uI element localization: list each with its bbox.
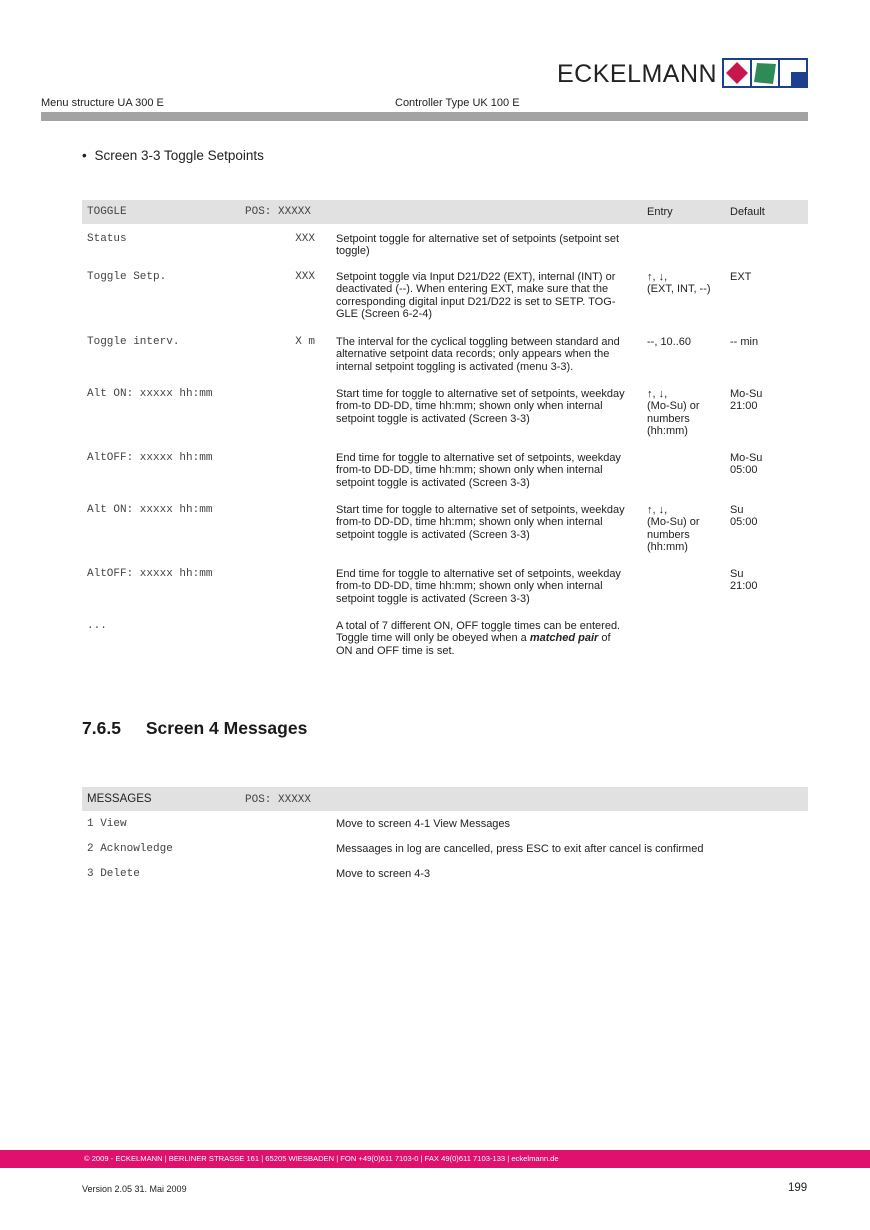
toggle-header-default: Default <box>730 206 765 218</box>
param-default: Su 21:00 <box>730 568 758 593</box>
param-description: Setpoint toggle for alternative set of setpoints (setpoint set toggle) <box>336 233 620 258</box>
page-number: 199 <box>788 1182 808 1194</box>
param-default: Mo-Su 05:00 <box>730 452 763 477</box>
footer-version: Version 2.05 31. Mai 2009 <box>82 1184 187 1194</box>
param-value: XXX <box>295 271 315 283</box>
bullet-glyph: • <box>82 148 87 163</box>
param-entry: ↑, ↓, (Mo-Su) or numbers (hh:mm) <box>647 388 700 438</box>
toggle-table-header <box>82 200 808 224</box>
param-default: Su 05:00 <box>730 504 758 529</box>
param-description: End time for toggle to alternative set of setpoints, weekday from-to DD-DD, time hh:mm; shown only when internal setpoint toggle is activated (Screen 3-3) <box>336 452 621 489</box>
menu-item-view: 1 View <box>87 818 127 830</box>
messages-header-col1: MESSAGES <box>87 793 152 805</box>
section-bullet-heading <box>82 148 264 163</box>
param-name: Alt ON: xxxxx hh:mm <box>87 388 213 400</box>
messages-header-pos: POS: XXXXX <box>245 794 312 806</box>
param-entry: ↑, ↓, (Mo-Su) or numbers (hh:mm) <box>647 504 700 554</box>
param-name: Toggle interv. <box>87 336 180 348</box>
toggle-header-col1: TOGGLE <box>87 206 127 218</box>
toggle-section-title: Screen 3-3 Toggle Setpoints <box>94 148 264 163</box>
param-value: XXX <box>295 233 315 245</box>
section-number: 7.6.5 <box>82 718 121 738</box>
section-title: Screen 4 Messages <box>145 718 308 738</box>
param-default: Mo-Su 21:00 <box>730 388 763 413</box>
param-description: The interval for the cyclical toggling between standard and alternative setpoint data records; only appears when the internal setpoint toggling is activated (menu 3-3). <box>336 336 620 373</box>
param-default: EXT <box>730 271 752 283</box>
param-value: X m <box>295 336 315 348</box>
menu-item-description: Messaages in log are cancelled, press ESC to exit after cancel is confirmed <box>336 843 704 855</box>
param-entry: --, 10..60 <box>647 336 692 348</box>
header-doc-title: Menu structure UA 300 E <box>41 97 164 109</box>
footer-copyright: © 2009 - ECKELMANN | BERLINER STRASSE 161 | 65205 WIESBADEN | FON +49(0)611 7103-0 | FAX 49(0)611 7103-133 | eckelmann.de <box>84 1154 559 1163</box>
menu-item-delete: 3 Delete <box>87 868 140 880</box>
messages-table-header <box>82 787 808 811</box>
param-name: Status <box>87 233 127 245</box>
param-name: ... <box>87 620 107 632</box>
param-name: Alt ON: xxxxx hh:mm <box>87 504 213 516</box>
param-name: AltOFF: xxxxx hh:mm <box>87 568 213 580</box>
param-name: AltOFF: xxxxx hh:mm <box>87 452 213 464</box>
eckelmann-logo-icon <box>722 58 808 88</box>
menu-item-description: Move to screen 4-1 View Messages <box>336 818 511 830</box>
toggle-header-pos: POS: XXXXX <box>245 206 312 218</box>
header-divider <box>41 112 808 121</box>
section-heading <box>82 718 307 739</box>
brand-logo-text: ECKELMANN <box>557 60 718 88</box>
param-name: Toggle Setp. <box>87 271 167 283</box>
param-default: -- min <box>730 336 759 348</box>
param-description: Setpoint toggle via Input D21/D22 (EXT), internal (INT) or deactivated (--). When entering EXT, make sure that the corresponding digital input D21/D22 is set to SETP. TOG- GLE (Screen 6-2-4) <box>336 271 616 321</box>
param-description: End time for toggle to alternative set of setpoints, weekday from-to DD-DD, time hh:mm; shown only when internal setpoint toggle is activated (Screen 3-3) <box>336 568 621 605</box>
emphasis-text: matched pair <box>529 632 599 645</box>
menu-item-acknowledge: 2 Acknowledge <box>87 843 173 855</box>
param-entry: ↑, ↓, (EXT, INT, --) <box>647 271 711 296</box>
param-description: A total of 7 different ON, OFF toggle times can be entered. Toggle time will only be obeyed when a matched pair of ON and OFF time is set. <box>336 620 621 657</box>
menu-item-description: Move to screen 4-3 <box>336 868 431 880</box>
toggle-header-entry: Entry <box>647 206 673 218</box>
param-description: Start time for toggle to alternative set of setpoints, weekday from-to DD-DD, time hh:mm; shown only when internal setpoint toggle is activated (Screen 3-3) <box>336 388 625 425</box>
header-controller-type: Controller Type UK 100 E <box>395 97 520 109</box>
param-description: Start time for toggle to alternative set of setpoints, weekday from-to DD-DD, time hh:mm; shown only when internal setpoint toggle is activated (Screen 3-3) <box>336 504 625 541</box>
